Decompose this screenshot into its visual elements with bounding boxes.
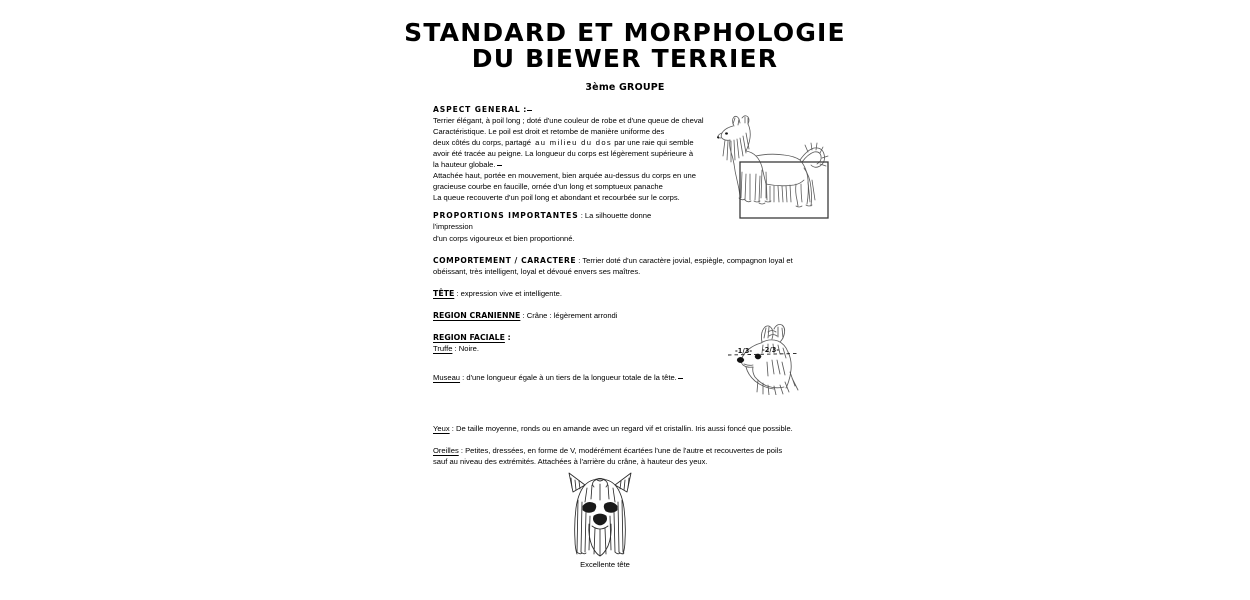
truffe-body: : Noire.: [452, 343, 480, 353]
aspect-general-line-1: Terrier élégant, à poil long ; doté d'une couleur de robe et d'une queue de cheval: [433, 116, 704, 126]
spacer: [433, 416, 825, 423]
aspect-general-line-6: Attachée haut, portée en mouvement, bien arquée au-dessus du corps en une: [433, 171, 697, 181]
yeux-label: Yeux: [433, 423, 450, 433]
region-cranienne-body: : Crâne : légèrement arrondi: [520, 310, 618, 320]
tete-body: : expression vive et intelligente.: [454, 288, 562, 298]
oreilles-line-1: [433, 445, 825, 456]
section-comportement: [433, 255, 825, 277]
title-line-1: STANDARD ET MORPHOLOGIE: [404, 18, 846, 47]
section-tete: [433, 288, 825, 299]
comportement-heading-line: [433, 255, 825, 266]
region-faciale-heading: REGION FACIALE: [433, 332, 505, 342]
region-faciale-colon: :: [504, 332, 511, 342]
spacer: [433, 394, 825, 405]
section-proportions: [433, 210, 683, 243]
document-title: [0, 20, 1250, 72]
section-yeux: [433, 423, 825, 434]
proportion-rectangle: [740, 162, 828, 218]
oreilles-body-1: : Petites, dressées, en forme de V, modérément écartées l'une de l'autre et recouvertes de poils: [458, 445, 783, 455]
front-head-caption: Excellente tête: [580, 560, 630, 569]
spacer: [433, 434, 825, 445]
oreilles-body-2: sauf au niveau des extrémités. Attachées à l'arrière du crâne, à hauteur des yeux.: [433, 456, 708, 466]
underline-tick: [678, 378, 683, 379]
comportement-body-1: : Terrier doté d'un caractère jovial, espiègle, compagnon loyal et: [576, 255, 793, 265]
document-subtitle: 3ème GROUPE: [585, 82, 665, 93]
underline-tick: [527, 110, 532, 111]
underline-tick: [497, 165, 502, 166]
two-thirds-label: -2/3-: [762, 346, 780, 354]
proportions-heading-line: [433, 210, 683, 232]
nose-marker: [737, 357, 744, 362]
aspect-general-line-4: avoir été tracée au peigne. La longueur du corps est légèrement supérieure à: [433, 149, 694, 159]
aspect-general-line-2: Caractéristique. Le poil est droit et retombe de manière uniforme des: [433, 127, 665, 137]
yeux-body: : De taille moyenne, ronds ou en amande avec un regard vif et cristallin. Iris aussi foncé que possible.: [449, 423, 793, 433]
museau-label: Museau: [433, 372, 461, 382]
comportement-body-2: obéissant, très intelligent, loyal et dévoué envers ses maîtres.: [433, 266, 641, 276]
aspect-general-line-3b: au milieu du dos: [535, 138, 613, 148]
aspect-general-colon: :: [520, 105, 527, 114]
museau-body: : d'une longueur égale à un tiers de la longueur totale de la tête.: [460, 372, 677, 382]
proportions-body-2: d'un corps vigoureux et bien proportionné.: [433, 233, 575, 243]
proportions-body-1: : La silhouette donne l'impression: [433, 211, 652, 232]
oreilles-label: Oreilles: [433, 445, 459, 455]
aspect-general-line-3c: par une raie qui semble: [614, 138, 694, 148]
spacer: [433, 244, 825, 255]
proportions-heading: PROPORTIONS IMPORTANTES: [433, 211, 579, 221]
comportement-heading: COMPORTEMENT / CARACTERE: [433, 255, 577, 265]
spacer: [433, 299, 825, 310]
aspect-general-line-8: La queue recouverte d'un poil long et abondant et recourbée sur le corps.: [433, 193, 680, 203]
title-line-2: DU BIEWER TERRIER: [471, 44, 779, 73]
aspect-general-line-3a: deux côtés du corps, partagé: [433, 138, 531, 148]
biewer-terrier-head-profile-illustration: [722, 320, 812, 395]
region-cranienne-heading: REGION CRANIENNE: [433, 310, 521, 320]
biewer-terrier-front-head-illustration: [556, 466, 644, 558]
aspect-general-line-7: gracieuse courbe en faucille, ornée d'un long et somptueux panache: [433, 182, 663, 192]
aspect-general-line-5a: la hauteur globale.: [433, 160, 496, 170]
spacer: [433, 277, 825, 288]
biewer-terrier-profile-illustration: [712, 112, 832, 224]
spacer: [433, 405, 825, 416]
aspect-general-heading: ASPECT GENERAL: [433, 105, 521, 114]
one-third-label: -1/3-: [735, 347, 753, 355]
truffe-label: Truffe: [433, 343, 453, 353]
tete-heading: TÊTE: [433, 288, 455, 298]
section-oreilles: [433, 445, 825, 467]
